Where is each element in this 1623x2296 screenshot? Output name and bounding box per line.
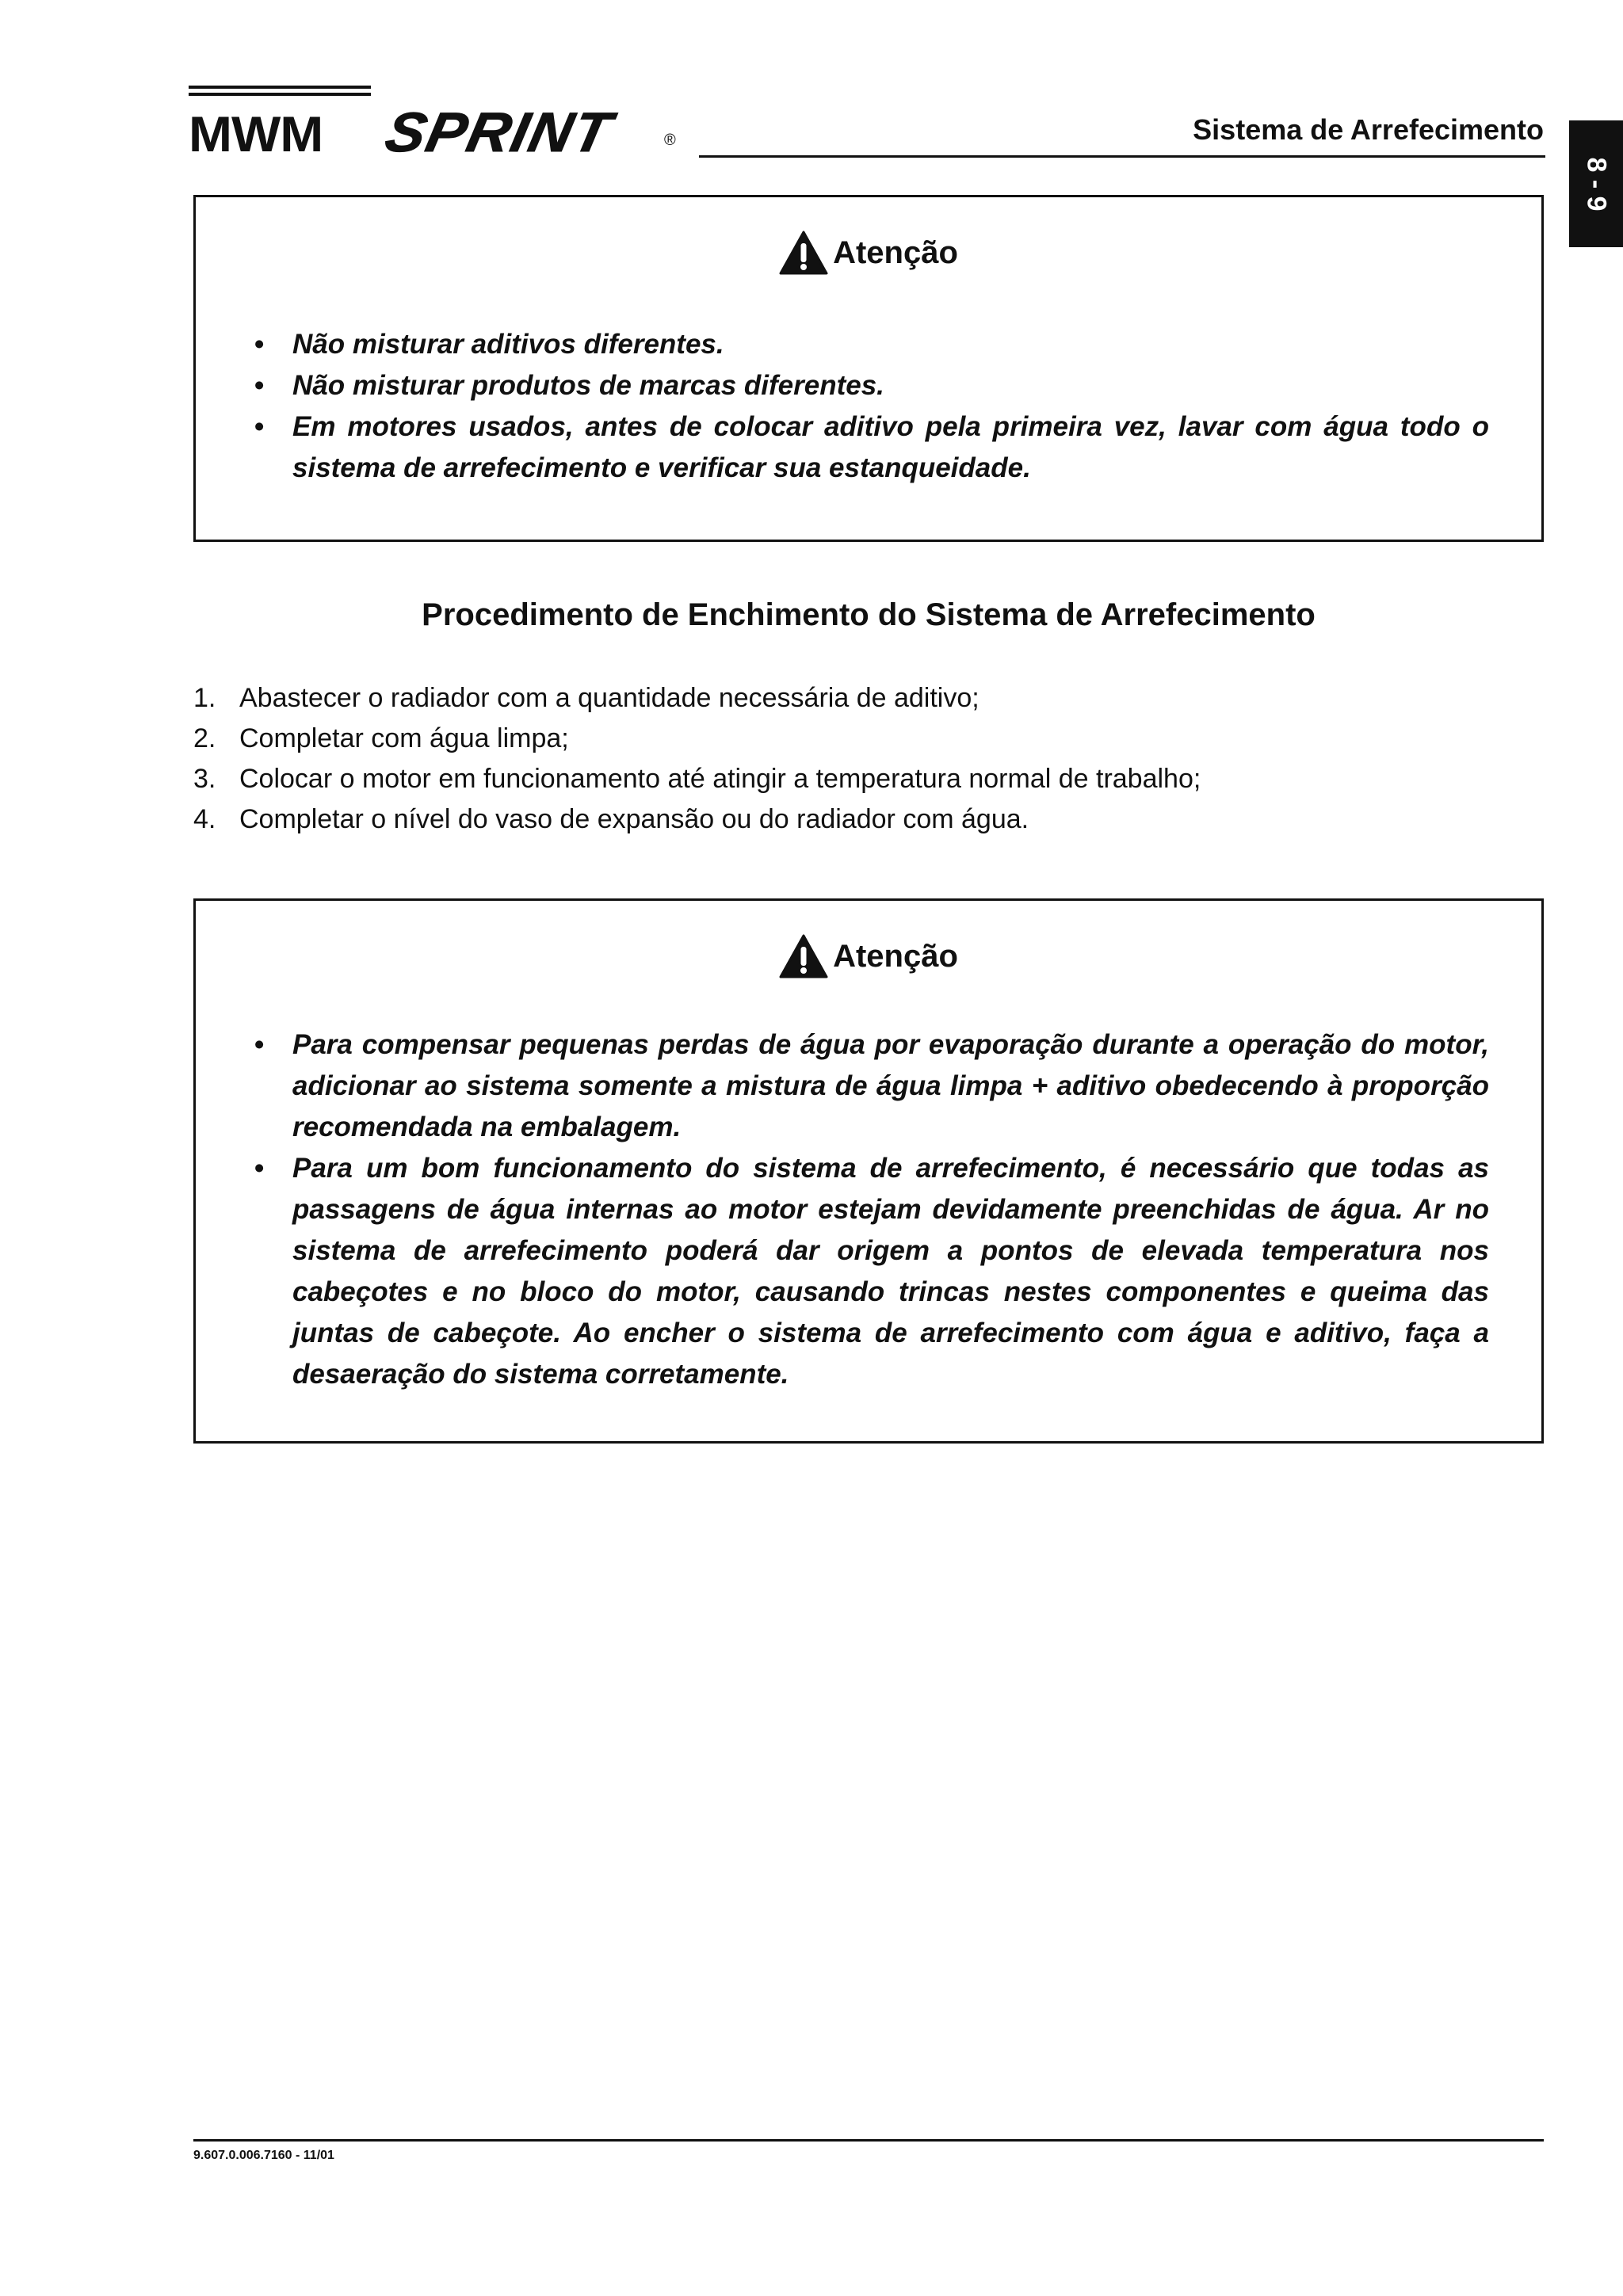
- list-item: • Não misturar produtos de marcas diferentes.: [248, 365, 1489, 406]
- document-code: 9.607.0.006.7160 - 11/01: [193, 2149, 334, 2162]
- attention-list: [248, 324, 1489, 489]
- section-title: Procedimento de Enchimento do Sistema de Arrefecimento: [422, 597, 1316, 632]
- step-number: 3.: [193, 764, 216, 794]
- warning-icon: [779, 231, 828, 275]
- list-item: • Para compensar pequenas perdas de água por evaporação durante a operação do motor, adicionar ao sistema somente a mistura de água limpa + aditivo obedecendo à proporção recomendada na embalagem.: [248, 1024, 1489, 1148]
- list-item: • Para um bom funcionamento do sistema de arrefecimento, é necessário que todas as passagens de água internas ao motor estejam devidamente preenchidas de água. Ar no sistema de arrefecimento poderá dar origem a pontos de elevada temperatura nos cabeçotes e no bloco do motor, causando trincas nestes componentes e queima das juntas de cabeçote. Ao encher o sistema de arrefecimento com água e aditivo, faça a desaeração do sistema corretamente.: [248, 1148, 1489, 1395]
- step-text: Abastecer o radiador com a quantidade necessária de aditivo;: [239, 683, 980, 713]
- warning-icon: [779, 934, 828, 978]
- step-text: Completar o nível do vaso de expansão ou do radiador com água.: [239, 804, 1029, 834]
- list-item: [193, 719, 1544, 759]
- step-number: 1.: [193, 683, 216, 713]
- list-item: • Não misturar aditivos diferentes.: [248, 324, 1489, 365]
- page-tab-label: 8 - 9: [1581, 156, 1612, 212]
- mwm-logo: [189, 86, 371, 162]
- logo-product-text: SPRINT: [380, 101, 618, 163]
- page-tab: [1569, 120, 1623, 247]
- attention-box: [193, 898, 1544, 1444]
- header-rule: [699, 155, 1545, 158]
- step-number: 2.: [193, 723, 216, 753]
- step-number: 4.: [193, 804, 216, 834]
- list-item: • Em motores usados, antes de colocar aditivo pela primeira vez, lavar com água todo o sistema de arrefecimento e verificar sua estanqueidade.: [248, 406, 1489, 489]
- footer-rule: [193, 2139, 1544, 2142]
- step-text: Completar com água limpa;: [239, 723, 569, 753]
- attention-heading: [196, 231, 1541, 275]
- list-item: [193, 759, 1544, 799]
- logo-bars: [189, 86, 371, 96]
- list-item: [193, 799, 1544, 840]
- step-text: Colocar o motor em funcionamento até atingir a temperatura normal de trabalho;: [239, 764, 1201, 794]
- list-item: [193, 678, 1544, 719]
- attention-heading: [196, 934, 1541, 978]
- procedure-steps: [193, 678, 1544, 840]
- attention-label: Atenção: [833, 235, 958, 270]
- registered-mark: ®: [664, 132, 676, 149]
- logo-brand-text: MWM: [189, 105, 323, 162]
- chapter-title: Sistema de Arrefecimento: [1193, 113, 1544, 146]
- attention-label: Atenção: [833, 938, 958, 974]
- attention-list: [248, 1024, 1489, 1395]
- attention-box: [193, 195, 1544, 542]
